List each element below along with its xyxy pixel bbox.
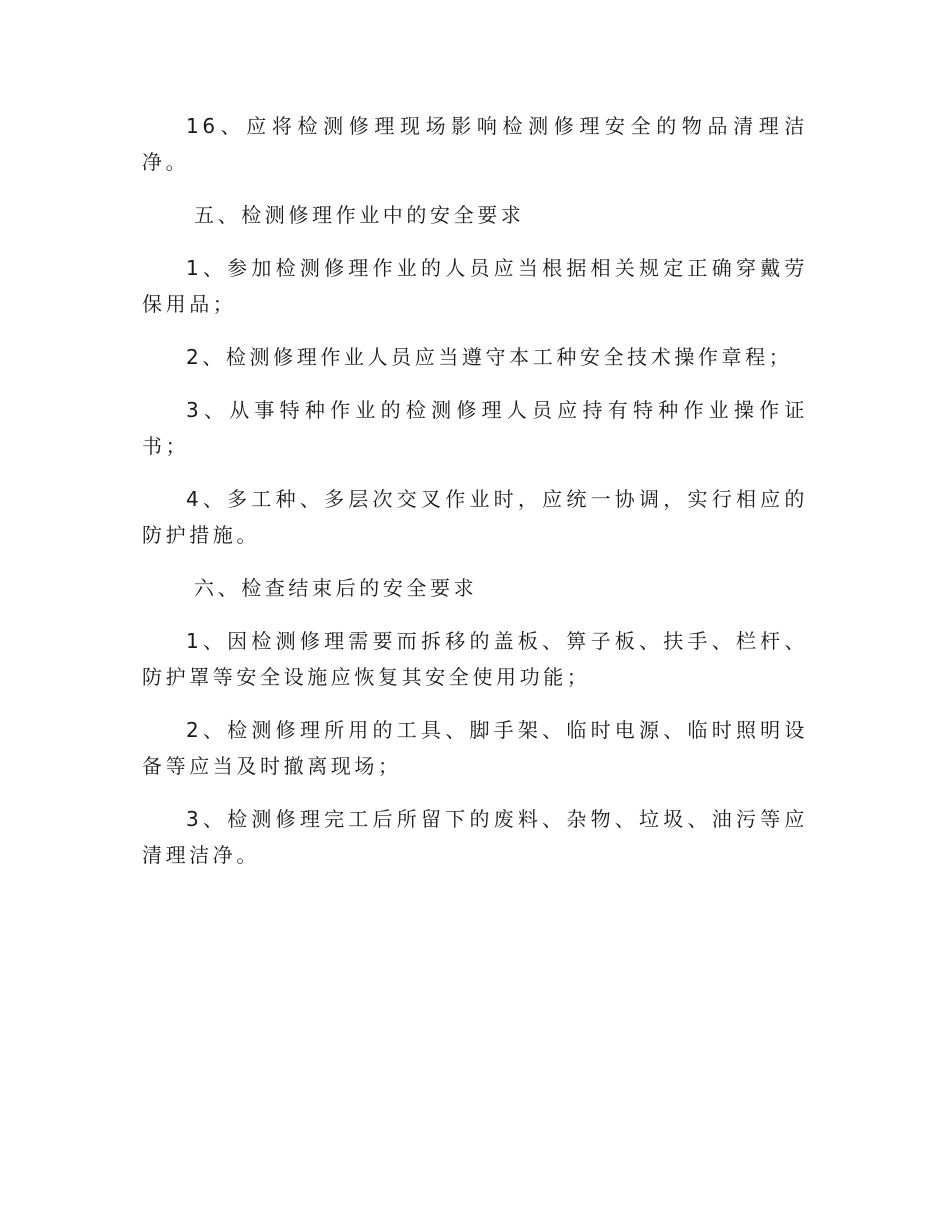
paragraph-item-4: 4、多工种、多层次交叉作业时，应统一协调，实行相应的防护措施。	[142, 487, 808, 547]
paragraph-item-16: 16、应将检测修理现场影响检测修理安全的物品清理洁净。	[142, 114, 808, 174]
section-heading-6: 六、检查结束后的安全要求	[194, 576, 478, 600]
paragraph-item-2: 2、检测修理作业人员应当遵守本工种安全技术操作章程；	[186, 345, 793, 369]
paragraph-item-3: 3、从事特种作业的检测修理人员应持有特种作业操作证书；	[142, 398, 808, 458]
paragraph-item-1: 1、参加检测修理作业的人员应当根据相关规定正确穿戴劳保用品；	[142, 256, 808, 316]
paragraph-item-1-after: 1、因检测修理需要而拆移的盖板、箅子板、扶手、栏杆、防护罩等安全设施应恢复其安全使用功能；	[142, 629, 808, 689]
document-body	[142, 108, 808, 890]
section-heading-5: 五、检测修理作业中的安全要求	[194, 203, 525, 227]
paragraph-item-3-after: 3、检测修理完工后所留下的废料、杂物、垃圾、油污等应清理洁净。	[142, 807, 808, 867]
paragraph-item-2-after: 2、检测修理所用的工具、脚手架、临时电源、临时照明设备等应当及时撤离现场；	[142, 718, 808, 778]
